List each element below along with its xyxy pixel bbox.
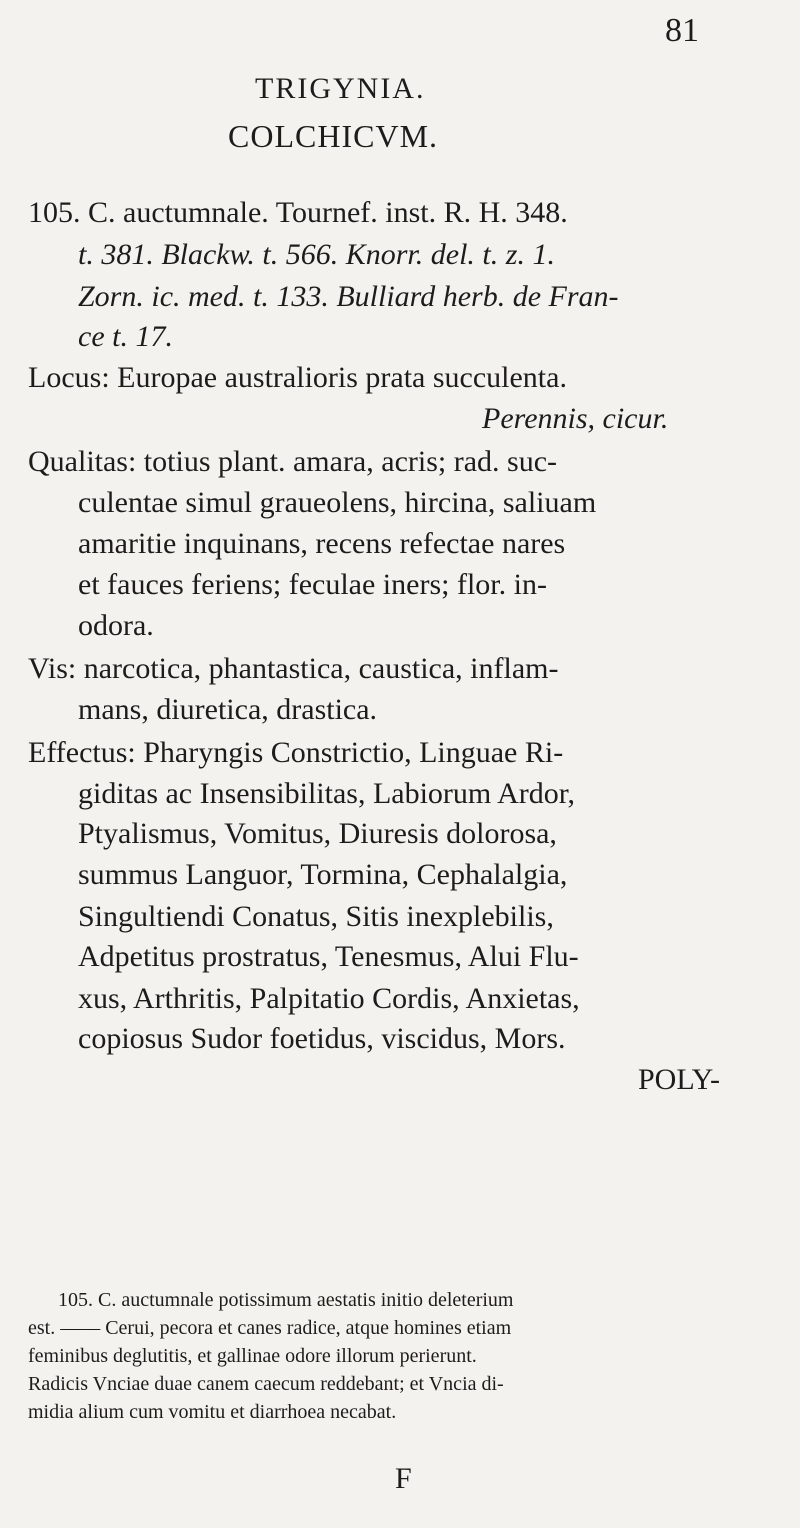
entry-line: Perennis, cicur. [482, 402, 669, 435]
entry-line: ce t. 17. [78, 320, 173, 353]
genus-heading: COLCHICVM. [228, 118, 439, 154]
entry-line: Singultiendi Conatus, Sitis inexplebilis, [78, 900, 554, 933]
entry-line: et fauces feriens; feculae iners; flor. in- [78, 568, 547, 601]
entry-line: xus, Arthritis, Palpitatio Cordis, Anxietas, [78, 982, 580, 1015]
locus-line: Locus: Europae australioris prata succulenta. [28, 361, 567, 394]
page-number: 81 [665, 12, 699, 49]
qualitas-line: Qualitas: totius plant. amara, acris; rad. suc- [28, 445, 557, 478]
entry-line: Ptyalismus, Vomitus, Diuresis dolorosa, [78, 817, 557, 850]
entry-line: 105. C. auctumnale. Tournef. inst. R. H. 348. [28, 196, 568, 229]
footnote-line: midia alium cum vomitu et diarrhoea necabat. [28, 1401, 397, 1423]
footnote-line: feminibus deglutitis, et gallinae odore illorum perierunt. [28, 1345, 477, 1367]
entry-line: summus Languor, Tormina, Cephalalgia, [78, 858, 568, 891]
entry-line: mans, diuretica, drastica. [78, 693, 378, 726]
signature-mark: F [395, 1462, 412, 1495]
entry-line: giditas ac Insensibilitas, Labiorum Ardor, [78, 777, 576, 810]
entry-line: Adpetitus prostratus, Tenesmus, Alui Flu- [78, 940, 579, 973]
effectus-line: Effectus: Pharyngis Constrictio, Linguae Ri- [28, 736, 564, 769]
entry-line: odora. [78, 609, 154, 642]
entry-line: Zorn. ic. med. t. 133. Bulliard herb. de Fran- [78, 280, 619, 313]
entry-line: copiosus Sudor foetidus, viscidus, Mors. [78, 1022, 566, 1055]
footnote-line: Radicis Vnciae duae canem caecum reddebant; et Vncia di- [28, 1373, 504, 1395]
entry-line: culentae simul graueolens, hircina, saliuam [78, 486, 597, 519]
class-heading: TRIGYNIA. [255, 72, 426, 105]
entry-line: amaritie inquinans, recens refectae nares [78, 527, 566, 560]
catchword: POLY- [638, 1063, 721, 1096]
footnote-line: est. —— Cerui, pecora et canes radice, atque homines etiam [28, 1317, 512, 1339]
vis-line: Vis: narcotica, phantastica, caustica, inflam- [28, 652, 559, 685]
footnote-line: 105. C. auctumnale potissimum aestatis initio deleterium [58, 1289, 514, 1311]
entry-line: t. 381. Blackw. t. 566. Knorr. del. t. z. 1. [78, 238, 555, 271]
